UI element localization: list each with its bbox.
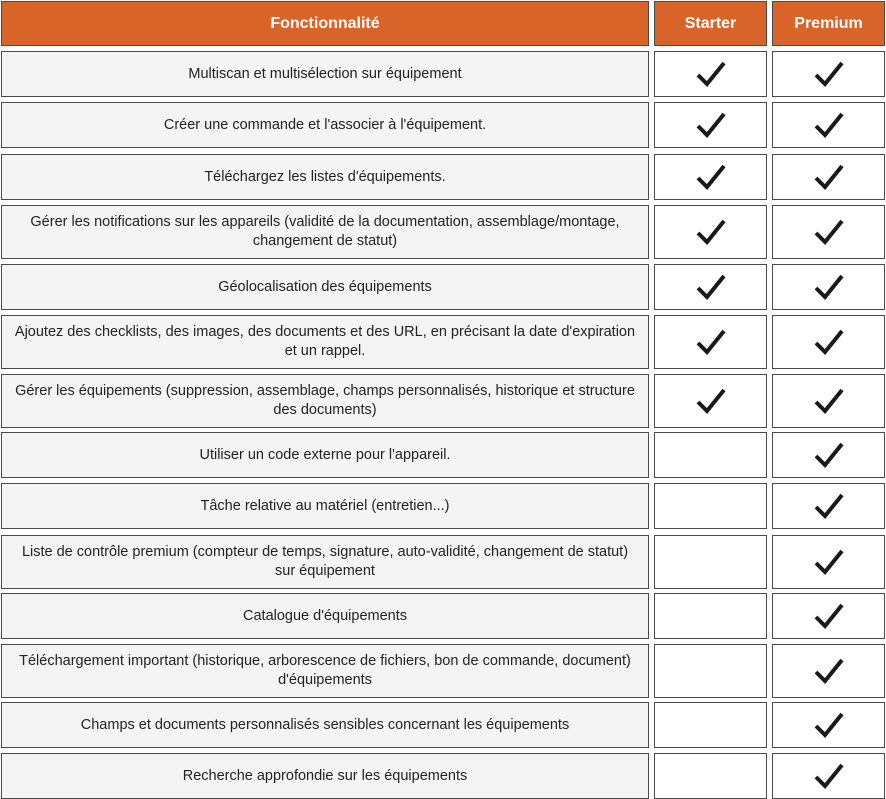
- table-row-feature: [1, 374, 649, 428]
- feature-label: Utiliser un code externe pour l'appareil.: [199, 446, 451, 463]
- feature-label: Créer une commande et l'associer à l'équipement.: [163, 116, 487, 133]
- table-row-feature: [1, 154, 649, 200]
- starter-cell: [654, 535, 767, 589]
- checkmark-icon: [814, 163, 844, 191]
- header-starter: [654, 1, 767, 46]
- checkmark-icon: [814, 328, 844, 356]
- checkmark-icon: [814, 492, 844, 520]
- table-row-feature: [1, 702, 649, 748]
- starter-cell: [654, 753, 767, 799]
- checkmark-icon: [814, 657, 844, 685]
- checkmark-icon: [814, 111, 844, 139]
- table-row-feature: [1, 315, 649, 369]
- starter-cell: [654, 51, 767, 97]
- premium-cell: [772, 205, 885, 259]
- premium-cell: [772, 753, 885, 799]
- starter-cell: [654, 432, 767, 478]
- checkmark-icon: [696, 273, 726, 301]
- starter-cell: [654, 374, 767, 428]
- premium-cell: [772, 483, 885, 529]
- starter-cell: [654, 644, 767, 698]
- checkmark-icon: [814, 218, 844, 246]
- starter-cell: [654, 702, 767, 748]
- premium-cell: [772, 264, 885, 310]
- checkmark-icon: [696, 387, 726, 415]
- table-row-feature: [1, 593, 649, 639]
- header-feature: [1, 1, 649, 46]
- table-row-feature: [1, 753, 649, 799]
- feature-label: Téléchargement important (historique, arborescence de fichiers, bon de commande, document) d'équipements: [19, 653, 631, 688]
- checkmark-icon: [814, 387, 844, 415]
- table-row-feature: [1, 264, 649, 310]
- starter-cell: [654, 315, 767, 369]
- checkmark-icon: [814, 762, 844, 790]
- starter-cell: [654, 205, 767, 259]
- checkmark-icon: [696, 111, 726, 139]
- table-row-feature: [1, 535, 649, 589]
- starter-cell: [654, 102, 767, 148]
- checkmark-icon: [814, 711, 844, 739]
- premium-cell: [772, 535, 885, 589]
- feature-label: Recherche approfondie sur les équipements: [182, 767, 468, 784]
- feature-label: Liste de contrôle premium (compteur de temps, signature, auto-validité, changement de statut) sur équipement: [21, 544, 629, 579]
- header-starter-label: Starter: [684, 14, 737, 32]
- feature-label: Téléchargez les listes d'équipements.: [204, 168, 446, 185]
- header-premium-label: Premium: [794, 14, 863, 32]
- premium-cell: [772, 102, 885, 148]
- table-row-feature: [1, 51, 649, 97]
- table-row-feature: [1, 102, 649, 148]
- feature-label: Champs et documents personnalisés sensibles concernant les équipements: [80, 716, 570, 733]
- checkmark-icon: [696, 163, 726, 191]
- header-premium: [772, 1, 885, 46]
- premium-cell: [772, 154, 885, 200]
- starter-cell: [654, 154, 767, 200]
- checkmark-icon: [814, 602, 844, 630]
- premium-cell: [772, 432, 885, 478]
- table-row-feature: [1, 432, 649, 478]
- table-row-feature: [1, 483, 649, 529]
- premium-cell: [772, 593, 885, 639]
- feature-label: Ajoutez des checklists, des images, des documents et des URL, en précisant la date d'expiration et un rappel.: [14, 324, 636, 359]
- feature-label: Multiscan et multisélection sur équipement: [188, 65, 462, 82]
- feature-label: Catalogue d'équipements: [243, 607, 407, 624]
- premium-cell: [772, 374, 885, 428]
- feature-label: Gérer les équipements (suppression, assemblage, champs personnalisés, historique et structure des documents): [15, 383, 635, 418]
- checkmark-icon: [814, 548, 844, 576]
- table-row-feature: [1, 644, 649, 698]
- checkmark-icon: [814, 273, 844, 301]
- checkmark-icon: [696, 218, 726, 246]
- premium-cell: [772, 702, 885, 748]
- checkmark-icon: [696, 60, 726, 88]
- feature-label: Gérer les notifications sur les appareils (validité de la documentation, assemblage/montage, changement de statut): [30, 214, 620, 249]
- checkmark-icon: [814, 60, 844, 88]
- starter-cell: [654, 264, 767, 310]
- checkmark-icon: [696, 328, 726, 356]
- feature-label: Géolocalisation des équipements: [218, 278, 432, 295]
- starter-cell: [654, 483, 767, 529]
- table-row-feature: [1, 205, 649, 259]
- premium-cell: [772, 644, 885, 698]
- checkmark-icon: [814, 441, 844, 469]
- feature-label: Tâche relative au matériel (entretien...): [200, 497, 450, 514]
- premium-cell: [772, 51, 885, 97]
- starter-cell: [654, 593, 767, 639]
- premium-cell: [772, 315, 885, 369]
- header-feature-label: Fonctionnalité: [270, 14, 380, 32]
